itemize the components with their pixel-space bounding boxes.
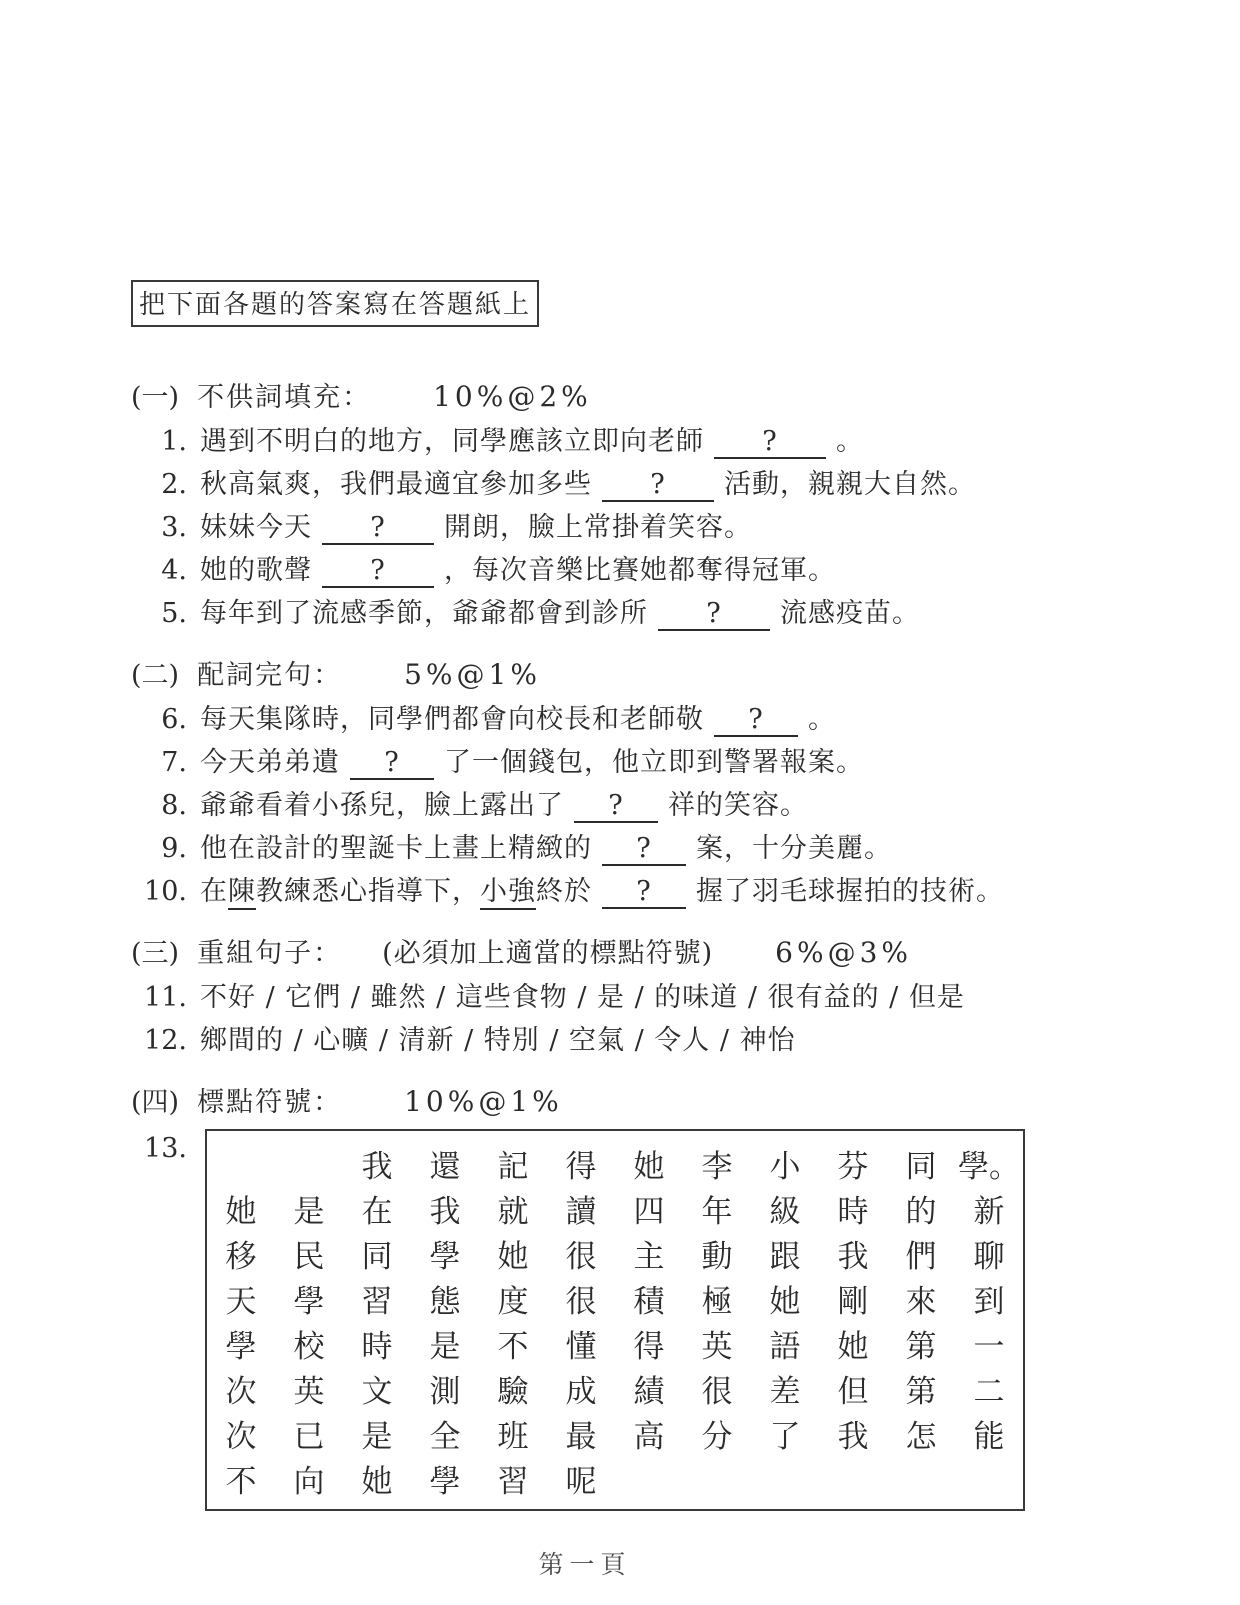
question-text: 案，十分美麗。 <box>696 833 892 864</box>
grid-cell: 我 <box>837 1419 869 1455</box>
grid-cell: 聊 <box>973 1239 1005 1275</box>
grid-cell: 她 <box>633 1149 665 1185</box>
answer-blank: ? <box>322 556 434 588</box>
grid-cell: 主 <box>633 1239 665 1275</box>
question-text: 終於 <box>536 876 592 907</box>
question-row <box>131 592 1200 635</box>
grid-cell: 她 <box>361 1464 393 1500</box>
grid-cell <box>615 1456 683 1510</box>
question-text: 今天弟弟遺 <box>200 747 340 778</box>
question-body <box>200 698 836 741</box>
section-title: 不供詞填充： <box>197 382 372 413</box>
grid-cell: 極 <box>701 1284 733 1320</box>
question-row <box>131 698 1200 741</box>
punctuation-grid <box>205 1129 1025 1511</box>
grid-cell: 的 <box>905 1194 937 1230</box>
grid-cell: 第 <box>905 1329 937 1365</box>
grid-cell: 不 <box>225 1464 257 1500</box>
grid-cell: 就 <box>497 1194 529 1230</box>
question-body <box>200 463 976 506</box>
grid-cell: 她 <box>769 1284 801 1320</box>
question-text: 了一個錢包，他立即到警署報案。 <box>444 747 864 778</box>
question-number: 9. <box>161 833 187 864</box>
question-row <box>131 827 1200 870</box>
grid-row <box>206 1130 1024 1186</box>
grid-cell: 測 <box>429 1374 461 1410</box>
grid-cell: 學 <box>293 1284 325 1320</box>
grid-cell: 學 <box>429 1464 461 1500</box>
grid-cell: 小 <box>769 1149 801 1185</box>
grid-cell: 我 <box>361 1149 393 1185</box>
answer-blank: ? <box>658 599 770 631</box>
answer-blank: ? <box>602 877 686 909</box>
grid-cell <box>751 1456 819 1510</box>
grid-cell: 向 <box>293 1464 325 1500</box>
grid-cell: 還 <box>429 1149 461 1185</box>
grid-cell: 很 <box>565 1284 597 1320</box>
grid-cell: 來 <box>905 1284 937 1320</box>
grid-cell: 文 <box>361 1374 393 1410</box>
grid-cell: 跟 <box>769 1239 801 1275</box>
question-text: 握了羽毛球握拍的技術。 <box>696 876 1004 907</box>
grid-cell: 剛 <box>837 1284 869 1320</box>
grid-cell: 芬 <box>837 1149 869 1185</box>
grid-cell: 差 <box>769 1374 801 1410</box>
grid-row <box>206 1366 1024 1411</box>
grid-cell: 年 <box>701 1194 733 1230</box>
section-heading <box>131 653 1200 698</box>
grid-cell: 時 <box>837 1194 869 1230</box>
grid-cell: 英 <box>701 1329 733 1365</box>
grid-cell: 第 <box>905 1374 937 1410</box>
question-body <box>200 592 920 635</box>
question-text: 在 <box>200 876 228 907</box>
grid-cell: 級 <box>769 1194 801 1230</box>
answer-blank: ? <box>574 791 658 823</box>
grid-cell: 得 <box>565 1149 597 1185</box>
grid-cell: 在 <box>361 1194 393 1230</box>
grid-cell: 是 <box>429 1329 461 1365</box>
grid-cell: 能 <box>973 1419 1005 1455</box>
question-number: 10. <box>144 876 187 907</box>
question-text: 爺爺看着小孫兒，臉上露出了 <box>200 790 564 821</box>
grid-cell <box>887 1456 955 1510</box>
grid-cell: 呢 <box>565 1464 597 1500</box>
grid-cell: 最 <box>565 1419 597 1455</box>
grid-cell: 不 <box>497 1329 529 1365</box>
grid-cell: 很 <box>701 1374 733 1410</box>
section-marks: 6%@3% <box>775 936 912 969</box>
question-body <box>200 827 892 870</box>
section-marks: 10%@1% <box>404 1085 563 1118</box>
grid-cell <box>819 1456 887 1510</box>
question-text: 教練悉心指導下， <box>256 876 480 907</box>
section-title: 配詞完句： <box>197 660 343 691</box>
grid-cell: 我 <box>429 1194 461 1230</box>
grid-cell: 習 <box>497 1464 529 1500</box>
grid-cell: 績 <box>633 1374 665 1410</box>
grid-cell: 學 <box>429 1239 461 1275</box>
grid-cell: 語 <box>769 1329 801 1365</box>
question-text: 妹妹今天 <box>200 512 312 543</box>
grid-cell: 態 <box>429 1284 461 1320</box>
section-number: (二) <box>131 660 180 691</box>
grid-cell: 但 <box>837 1374 869 1410</box>
question-row <box>131 549 1200 592</box>
grid-cell: 次 <box>225 1419 257 1455</box>
grid-row <box>206 1231 1024 1276</box>
section-heading <box>131 1080 1200 1125</box>
grid-cell: 怎 <box>905 1419 937 1455</box>
question-text: 秋高氣爽，我們最適宜參加多些 <box>200 469 592 500</box>
grid-cell: 學 <box>225 1329 257 1365</box>
answer-blank: ? <box>350 748 434 780</box>
grid-cell: 校 <box>293 1329 325 1365</box>
section-title: 標點符號： <box>197 1087 343 1118</box>
question-body <box>200 420 864 463</box>
question-text: 鄉間的 / 心曠 / 清新 / 特別 / 空氣 / 令人 / 神怡 <box>200 1025 796 1056</box>
grid-cell: 分 <box>701 1419 733 1455</box>
question-text: 不好 / 它們 / 雖然 / 這些食物 / 是 / 的味道 / 很有益的 / 但是 <box>200 982 965 1013</box>
grid-cell: 是 <box>361 1419 393 1455</box>
grid-cell: 她 <box>837 1329 869 1365</box>
grid-cell: 一 <box>973 1329 1005 1365</box>
section-title: 重組句子： <box>197 938 343 969</box>
section-(一) <box>131 375 1200 635</box>
question-text: 祥的笑容。 <box>668 790 808 821</box>
grid-cell: 讀 <box>565 1194 597 1230</box>
section-marks: 5%@1% <box>404 658 541 691</box>
question-row <box>131 976 1200 1019</box>
grid-cell: 新 <box>973 1194 1005 1230</box>
answer-blank: ? <box>322 513 434 545</box>
sections-container <box>131 375 1200 1511</box>
grid-cell <box>955 1456 1024 1510</box>
question-text: 遇到不明白的地方，同學應該立即向老師 <box>200 426 704 457</box>
question-number: 1. <box>161 426 187 457</box>
question-text: ，每次音樂比賽她都奪得冠軍。 <box>444 555 836 586</box>
question-text: 每天集隊時，同學們都會向校長和老師敬 <box>200 704 704 735</box>
grid-cell: 她 <box>225 1194 257 1230</box>
question-text: 流感疫苗。 <box>780 598 920 629</box>
question-text: 。 <box>808 704 836 735</box>
question-row <box>131 870 1200 913</box>
grid-cell: 同 <box>905 1149 937 1185</box>
question-row <box>131 463 1200 506</box>
question-body <box>200 741 864 784</box>
question-text: 他在設計的聖誕卡上畫上精緻的 <box>200 833 592 864</box>
question-body <box>200 784 808 827</box>
grid-cell: 二 <box>973 1374 1005 1410</box>
grid-cell: 英 <box>293 1374 325 1410</box>
grid-cell: 記 <box>497 1149 529 1185</box>
question-row <box>131 420 1200 463</box>
question-row <box>131 506 1200 549</box>
grid-row <box>206 1456 1024 1510</box>
section-(三) <box>131 931 1200 1062</box>
grid-cell <box>206 1130 275 1186</box>
question-number: 13. <box>144 1133 187 1164</box>
answer-blank: ? <box>714 705 798 737</box>
grid-cell: 積 <box>633 1284 665 1320</box>
grid-cell: 成 <box>565 1374 597 1410</box>
grid-cell: 移 <box>225 1239 257 1275</box>
question-number: 12. <box>144 1025 187 1056</box>
question-row <box>131 1019 1200 1062</box>
question-number: 8. <box>161 790 187 821</box>
section-(二) <box>131 653 1200 913</box>
question-row <box>131 741 1200 784</box>
answer-blank: ? <box>602 834 686 866</box>
grid-cell: 很 <box>565 1239 597 1275</box>
section-note: (必須加上適當的標點符號) <box>382 938 714 969</box>
grid-row <box>206 1321 1024 1366</box>
grid-cell: 她 <box>497 1239 529 1275</box>
proper-name-underlined: 小強 <box>480 876 536 910</box>
grid-cell: 班 <box>497 1419 529 1455</box>
question-body <box>200 506 752 549</box>
grid-cell: 四 <box>633 1194 665 1230</box>
grid-row <box>206 1411 1024 1456</box>
grid-cell: 全 <box>429 1419 461 1455</box>
grid-cell: 學。 <box>958 1149 1020 1185</box>
question-number: 4. <box>161 555 187 586</box>
grid-row <box>206 1186 1024 1231</box>
grid-cell: 們 <box>905 1239 937 1275</box>
proper-name-underlined: 陳 <box>228 876 256 910</box>
question-number: 3. <box>161 512 187 543</box>
grid-row <box>206 1276 1024 1321</box>
grid-cell: 到 <box>973 1284 1005 1320</box>
section-number: (四) <box>131 1087 180 1118</box>
section-number: (一) <box>131 382 180 413</box>
grid-cell: 時 <box>361 1329 393 1365</box>
grid-cell: 度 <box>497 1284 529 1320</box>
grid-cell: 得 <box>633 1329 665 1365</box>
section-heading <box>131 375 1200 420</box>
question-body <box>200 1019 796 1062</box>
question-text: 每年到了流感季節，爺爺都會到診所 <box>200 598 648 629</box>
grid-cell: 同 <box>361 1239 393 1275</box>
section-heading <box>131 931 1200 976</box>
grid-cell <box>683 1456 751 1510</box>
question-row <box>131 784 1200 827</box>
section-number: (三) <box>131 938 180 969</box>
grid-cell: 動 <box>701 1239 733 1275</box>
grid-cell: 我 <box>837 1239 869 1275</box>
grid-cell: 懂 <box>565 1329 597 1365</box>
question-body <box>200 549 836 592</box>
question-number: 7. <box>161 747 187 778</box>
question-13 <box>131 1129 1200 1511</box>
instruction-box: 把下面各題的答案寫在答題紙上 <box>131 280 539 327</box>
grid-cell: 民 <box>293 1239 325 1275</box>
page-footer: 第一頁 <box>538 1550 632 1579</box>
grid-cell: 高 <box>633 1419 665 1455</box>
question-text: 她的歌聲 <box>200 555 312 586</box>
grid-cell <box>275 1130 343 1186</box>
grid-cell: 是 <box>293 1194 325 1230</box>
section-(四) <box>131 1080 1200 1511</box>
question-number: 5. <box>161 598 187 629</box>
grid-cell: 次 <box>225 1374 257 1410</box>
question-body <box>200 976 965 1019</box>
question-number: 11. <box>144 982 187 1013</box>
grid-cell: 了 <box>769 1419 801 1455</box>
question-number: 6. <box>161 704 187 735</box>
answer-blank: ? <box>602 470 714 502</box>
grid-cell: 天 <box>225 1284 257 1320</box>
question-number: 2. <box>161 469 187 500</box>
answer-blank: ? <box>714 427 826 459</box>
grid-cell: 驗 <box>497 1374 529 1410</box>
section-marks: 10%@2% <box>433 380 592 413</box>
question-body <box>200 870 1004 913</box>
question-text: 開朗，臉上常掛着笑容。 <box>444 512 752 543</box>
grid-cell: 李 <box>701 1149 733 1185</box>
grid-cell: 已 <box>293 1419 325 1455</box>
question-text: 活動，親親大自然。 <box>724 469 976 500</box>
question-text: 。 <box>836 426 864 457</box>
grid-cell: 習 <box>361 1284 393 1320</box>
